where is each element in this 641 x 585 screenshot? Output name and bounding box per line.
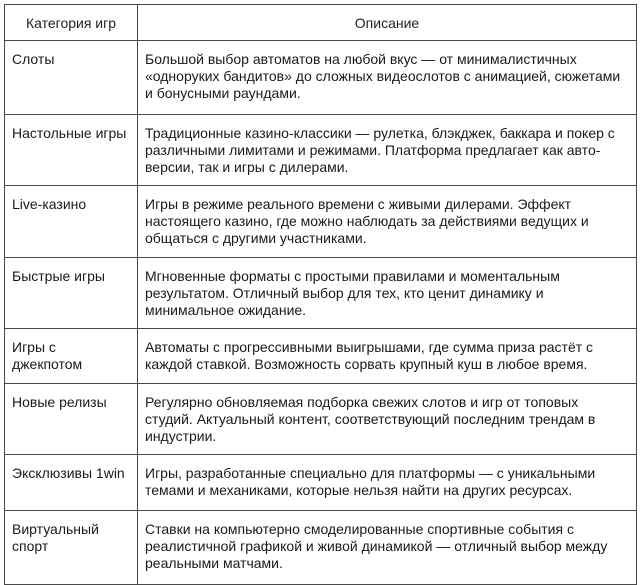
category-cell: Быстрые игры [5,258,138,329]
column-header-description: Описание [138,5,637,41]
table-row [5,455,637,511]
category-cell: Игры с джекпотом [5,329,138,384]
description-cell: Ставки на компьютерно смоделированные спортивные события с реалистичной графикой и живой динамикой — отличный выбор между реальными матчами. [138,511,637,585]
description-cell: Игры, разработанные специально для платформы — с уникальными темами и механиками, которые нельзя найти на других ресурсах. [138,455,637,511]
category-cell: Live-казино [5,186,138,258]
table-row [5,329,637,384]
table-row [5,258,637,329]
description-cell: Автоматы с прогрессивными выигрышами, где сумма приза растёт с каждой ставкой. Возможность сорвать крупный куш в любое время. [138,329,637,384]
table-row [5,115,637,186]
category-cell: Новые релизы [5,384,138,455]
description-cell: Традиционные казино-классики — рулетка, блэкджек, баккара и покер с различными лимитами и режимами. Платформа предлагает как авто-версии, так и игры с дилерами. [138,115,637,186]
description-cell: Мгновенные форматы с простыми правилами и моментальным результатом. Отличный выбор для тех, кто ценит динамику и минимальное ожидание. [138,258,637,329]
description-cell: Большой выбор автоматов на любой вкус — от минималистичных «одноруких бандитов» до сложных видеослотов с анимацией, сюжетами и бонусными раундами. [138,41,637,115]
category-cell: Эксклюзивы 1win [5,455,138,511]
table-row [5,41,637,115]
description-cell: Регулярно обновляемая подборка свежих слотов и игр от топовых студий. Актуальный контент, соответствующий последним трендам в индустрии. [138,384,637,455]
category-cell: Слоты [5,41,138,115]
description-cell: Игры в режиме реального времени с живыми дилерами. Эффект настоящего казино, где можно наблюдать за действиями ведущих и общаться с другими участниками. [138,186,637,258]
table-row [5,384,637,455]
game-categories-table [4,4,637,585]
category-cell: Виртуальный спорт [5,511,138,585]
column-header-category: Категория игр [5,5,138,41]
category-cell: Настольные игры [5,115,138,186]
table-header-row [5,5,637,41]
table-row [5,511,637,585]
table-row [5,186,637,258]
